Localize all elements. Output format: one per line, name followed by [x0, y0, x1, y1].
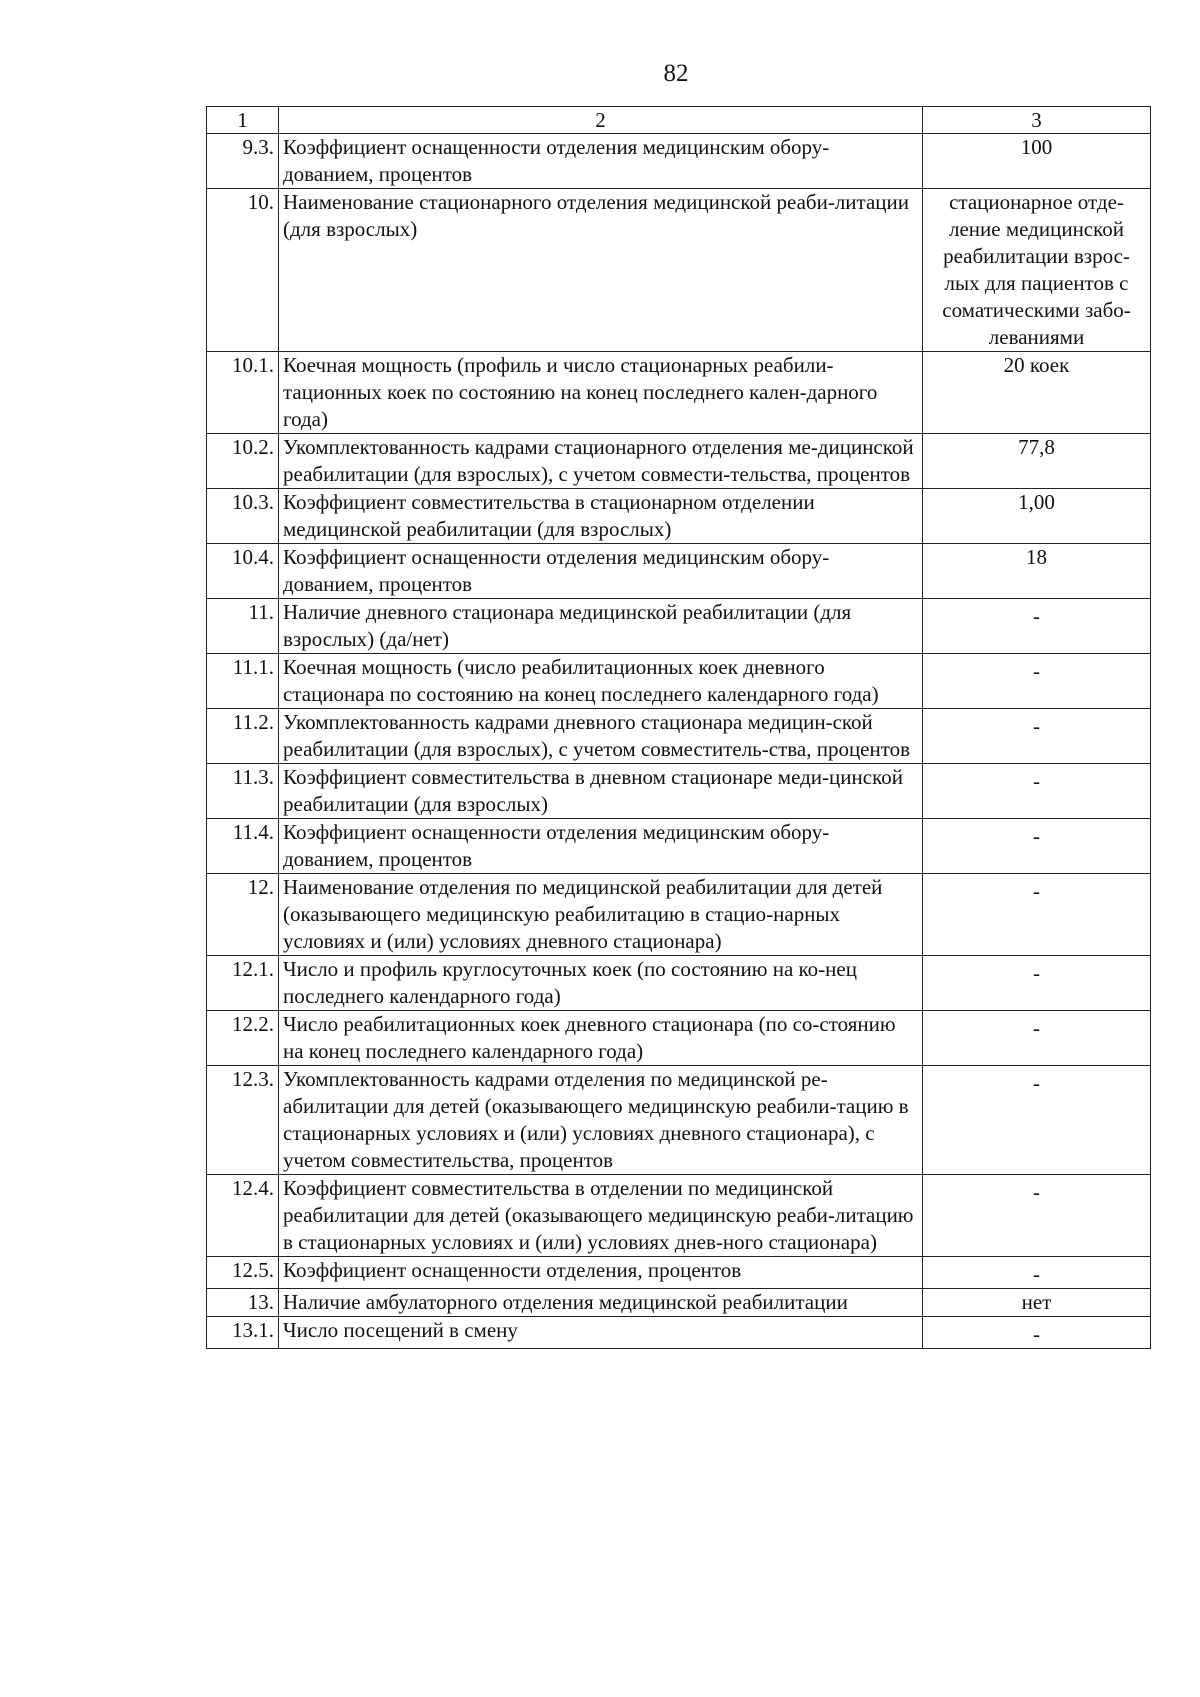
indicator-value: -: [923, 1175, 1151, 1257]
indicator-name: Число реабилитационных коек дневного стационара (по со-стоянию на конец последнего календарного года): [279, 1011, 923, 1066]
row-number: 12.3.: [207, 1066, 279, 1175]
indicator-value: -: [923, 599, 1151, 654]
table-row: [207, 544, 1151, 599]
table-row: [207, 352, 1151, 434]
table-row: [207, 874, 1151, 956]
indicator-value: -: [923, 1317, 1151, 1349]
table-row: [207, 709, 1151, 764]
table-row: [207, 489, 1151, 544]
row-number: 12.5.: [207, 1257, 279, 1289]
table-row: [207, 1175, 1151, 1257]
indicator-name: Число и профиль круглосуточных коек (по состоянию на ко-нец последнего календарного года): [279, 956, 923, 1011]
indicator-value: 100: [923, 134, 1151, 189]
table-body: [207, 107, 1151, 1349]
indicator-name: Число посещений в смену: [279, 1317, 923, 1349]
indicator-value: -: [923, 1066, 1151, 1175]
row-number: 11.: [207, 599, 279, 654]
indicator-value: -: [923, 956, 1151, 1011]
column-header-2: 2: [279, 107, 923, 134]
indicator-value: 20 коек: [923, 352, 1151, 434]
indicator-value: -: [923, 709, 1151, 764]
indicator-name: Коечная мощность (профиль и число стационарных реабили-тационных коек по состоянию на конец последнего кален-дарного года): [279, 352, 923, 434]
table-row: [207, 764, 1151, 819]
table-row: [207, 1066, 1151, 1175]
indicator-name: Коэффициент совместительства в дневном стационаре меди-цинской реабилитации (для взрослых): [279, 764, 923, 819]
indicator-value: -: [923, 654, 1151, 709]
indicator-value: стационарное отде-ление медицинской реабилитации взрос-лых для пациентов с соматическими забо-леваниями: [923, 189, 1151, 352]
row-number: 11.1.: [207, 654, 279, 709]
table-row: [207, 599, 1151, 654]
table-row: [207, 189, 1151, 352]
indicator-value: 1,00: [923, 489, 1151, 544]
row-number: 10.4.: [207, 544, 279, 599]
column-header-3: 3: [923, 107, 1151, 134]
row-number: 11.2.: [207, 709, 279, 764]
indicator-value: -: [923, 1257, 1151, 1289]
table-row: [207, 1011, 1151, 1066]
indicator-name: Укомплектованность кадрами дневного стационара медицин-ской реабилитации (для взрослых), с учетом совместитель-ства, процентов: [279, 709, 923, 764]
table-row: [207, 1289, 1151, 1317]
row-number: 11.4.: [207, 819, 279, 874]
table-row: [207, 654, 1151, 709]
table-row: [207, 134, 1151, 189]
row-number: 12.4.: [207, 1175, 279, 1257]
row-number: 10.1.: [207, 352, 279, 434]
indicator-value: -: [923, 1011, 1151, 1066]
indicator-name: Коечная мощность (число реабилитационных коек дневного стационара по состоянию на конец последнего календарного года): [279, 654, 923, 709]
row-number: 13.: [207, 1289, 279, 1317]
row-number: 9.3.: [207, 134, 279, 189]
indicator-value: -: [923, 819, 1151, 874]
row-number: 10.3.: [207, 489, 279, 544]
table-header-row: [207, 107, 1151, 134]
row-number: 10.: [207, 189, 279, 352]
table-row: [207, 1257, 1151, 1289]
row-number: 12.: [207, 874, 279, 956]
row-number: 10.2.: [207, 434, 279, 489]
indicator-name: Наименование отделения по медицинской реабилитации для детей (оказывающего медицинскую реабилитацию в стацио-нарных условиях и (или) условиях дневного стационара): [279, 874, 923, 956]
indicator-value: 77,8: [923, 434, 1151, 489]
indicator-name: Наименование стационарного отделения медицинской реаби-литации (для взрослых): [279, 189, 923, 352]
indicator-name: Коэффициент оснащенности отделения медицинским обору-дованием, процентов: [279, 544, 923, 599]
row-number: 13.1.: [207, 1317, 279, 1349]
indicator-name: Коэффициент оснащенности отделения медицинским обору-дованием, процентов: [279, 134, 923, 189]
indicator-name: Коэффициент совместительства в стационарном отделении медицинской реабилитации (для взрослых): [279, 489, 923, 544]
indicator-name: Наличие амбулаторного отделения медицинской реабилитации: [279, 1289, 923, 1317]
page-number: 82: [663, 60, 689, 87]
indicator-value: нет: [923, 1289, 1151, 1317]
row-number: 12.1.: [207, 956, 279, 1011]
column-header-1: 1: [207, 107, 279, 134]
indicator-value: 18: [923, 544, 1151, 599]
row-number: 12.2.: [207, 1011, 279, 1066]
indicator-value: -: [923, 764, 1151, 819]
indicator-name: Коэффициент оснащенности отделения, процентов: [279, 1257, 923, 1289]
table-row: [207, 1317, 1151, 1349]
indicator-name: Укомплектованность кадрами стационарного отделения ме-дицинской реабилитации (для взрослых), с учетом совмести-тельства, процентов: [279, 434, 923, 489]
table-row: [207, 434, 1151, 489]
indicator-name: Наличие дневного стационара медицинской реабилитации (для взрослых) (да/нет): [279, 599, 923, 654]
indicator-name: Коэффициент совместительства в отделении по медицинской реабилитации для детей (оказывающего медицинскую реаби-литацию в стационарных условиях и (или) условиях днев-ного стационара): [279, 1175, 923, 1257]
data-table: [206, 106, 1151, 1349]
indicator-name: Коэффициент оснащенности отделения медицинским обору-дованием, процентов: [279, 819, 923, 874]
indicator-name: Укомплектованность кадрами отделения по медицинской ре-абилитации для детей (оказывающего медицинскую реабили-тацию в стационарных условиях и (или) условиях дневного стационара), с учетом совместительства, процентов: [279, 1066, 923, 1175]
row-number: 11.3.: [207, 764, 279, 819]
table-row: [207, 819, 1151, 874]
table-row: [207, 956, 1151, 1011]
indicator-value: -: [923, 874, 1151, 956]
